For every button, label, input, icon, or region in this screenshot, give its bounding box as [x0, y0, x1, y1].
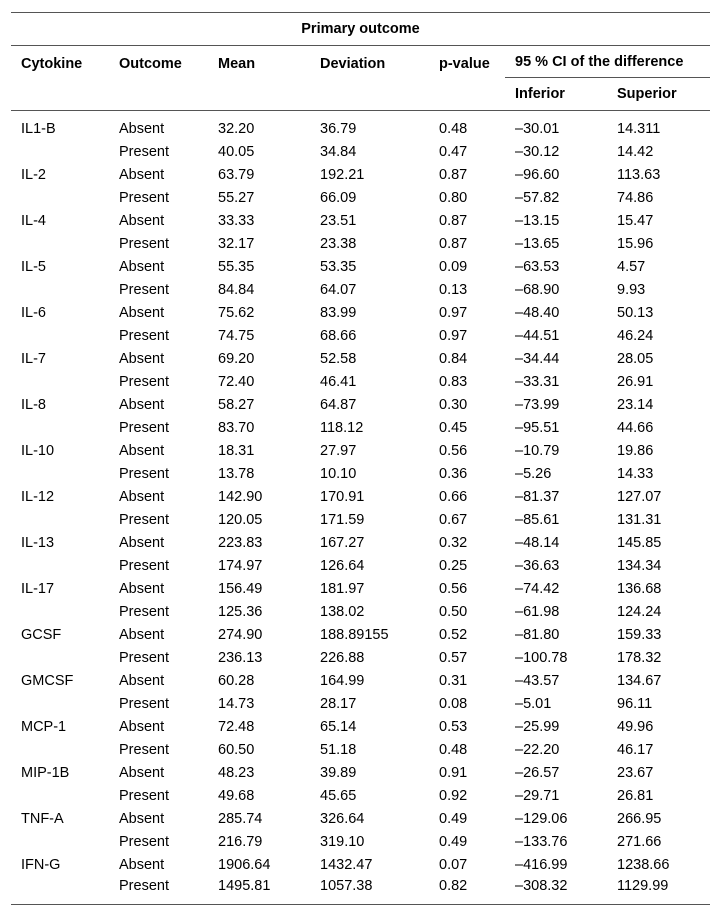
table-row: [11, 669, 710, 692]
mean-cell: 75.62: [218, 304, 255, 321]
p-value-cell: 0.83: [439, 373, 468, 390]
p-value-cell: 0.80: [439, 189, 468, 206]
p-value-cell: 0.97: [439, 327, 468, 344]
p-value-cell: 0.45: [439, 419, 468, 436]
ci-superior-cell: 23.67: [617, 764, 654, 781]
ci-inferior-cell: –308.32: [505, 876, 607, 905]
ci-superior-cell: 14.311: [617, 120, 661, 137]
table-row: [11, 715, 710, 738]
p-value-cell: 0.97: [439, 304, 468, 321]
cytokine-cell: IL-4: [21, 212, 46, 229]
deviation-cell: 64.07: [320, 281, 357, 298]
p-value-cell: 0.25: [439, 557, 468, 574]
ci-superior-cell: 4.57: [617, 258, 646, 275]
mean-cell: 84.84: [218, 281, 255, 298]
deviation-cell: 10.10: [320, 465, 357, 482]
header-superior: Superior: [607, 78, 710, 111]
outcome-cell: Present: [119, 603, 169, 620]
outcome-cell: Absent: [119, 764, 165, 781]
p-value-cell: 0.67: [439, 511, 468, 528]
ci-superior-cell: 134.34: [617, 557, 662, 574]
table-row: [11, 209, 710, 232]
cytokine-cell: [11, 232, 109, 255]
table-row: [11, 692, 710, 715]
cytokine-cell: IL-17: [21, 580, 55, 597]
outcome-cell: Present: [119, 143, 169, 160]
outcome-cell: Absent: [119, 304, 165, 321]
cytokine-cell: [11, 600, 109, 623]
ci-inferior-cell: –74.42: [515, 580, 560, 597]
deviation-cell: 46.41: [320, 373, 357, 390]
p-value-cell: 0.53: [439, 718, 468, 735]
mean-cell: 33.33: [218, 212, 255, 229]
deviation-cell: 1057.38: [310, 876, 429, 905]
cytokine-cell: [11, 554, 109, 577]
ci-inferior-cell: –10.79: [515, 442, 560, 459]
ci-superior-cell: 19.86: [617, 442, 654, 459]
p-value-cell: 0.92: [439, 787, 468, 804]
cytokine-outcome-table: [11, 12, 710, 905]
deviation-cell: 167.27: [320, 534, 365, 551]
deviation-cell: 23.38: [320, 235, 357, 252]
cytokine-cell: [11, 738, 109, 761]
ci-superior-cell: 96.11: [617, 695, 653, 712]
cytokine-cell: IL-10: [21, 442, 55, 459]
outcome-cell: Absent: [119, 534, 165, 551]
cytokine-cell: [11, 508, 109, 531]
mean-cell: 72.40: [218, 373, 255, 390]
outcome-cell: Absent: [119, 626, 165, 643]
mean-cell: 49.68: [218, 787, 255, 804]
ci-superior-cell: 26.81: [617, 787, 654, 804]
ci-superior-cell: 1129.99: [607, 876, 710, 905]
cytokine-cell: IL-5: [21, 258, 46, 275]
table-row: [11, 393, 710, 416]
p-value-cell: 0.47: [439, 143, 468, 160]
table-row: [11, 255, 710, 278]
ci-superior-cell: 127.07: [617, 488, 662, 505]
deviation-cell: 181.97: [320, 580, 365, 597]
cytokine-cell: TNF-A: [21, 810, 64, 827]
mean-cell: 72.48: [218, 718, 255, 735]
outcome-cell: Absent: [119, 718, 165, 735]
table-row: [11, 577, 710, 600]
p-value-cell: 0.13: [439, 281, 468, 298]
p-value-cell: 0.49: [439, 810, 468, 827]
outcome-cell: Absent: [119, 488, 165, 505]
mean-cell: 236.13: [218, 649, 263, 666]
p-value-cell: 0.48: [439, 120, 468, 137]
table-row: [11, 186, 710, 209]
table-row: [11, 738, 710, 761]
deviation-cell: 64.87: [320, 396, 357, 413]
cytokine-cell: IL-7: [21, 350, 46, 367]
table-row: [11, 462, 710, 485]
p-value-cell: 0.87: [439, 166, 468, 183]
ci-inferior-cell: –96.60: [515, 166, 560, 183]
table-row: [11, 623, 710, 646]
p-value-cell: 0.56: [439, 442, 468, 459]
cytokine-cell: IL-12: [21, 488, 55, 505]
ci-inferior-cell: –68.90: [515, 281, 560, 298]
cytokine-cell: MIP-1B: [21, 764, 70, 781]
table-row: [11, 140, 710, 163]
table-title: Primary outcome: [11, 13, 710, 46]
ci-inferior-cell: –44.51: [515, 327, 560, 344]
table-row: [11, 416, 710, 439]
mean-cell: 156.49: [218, 580, 263, 597]
deviation-cell: 36.79: [320, 120, 357, 137]
ci-inferior-cell: –48.40: [515, 304, 560, 321]
cytokine-cell: IL-13: [21, 534, 55, 551]
table-row: [11, 485, 710, 508]
mean-cell: 1495.81: [208, 876, 310, 905]
ci-superior-cell: 44.66: [617, 419, 654, 436]
deviation-cell: 27.97: [320, 442, 357, 459]
ci-inferior-cell: –63.53: [515, 258, 560, 275]
ci-superior-cell: 23.14: [617, 396, 654, 413]
deviation-cell: 53.35: [320, 258, 357, 275]
ci-inferior-cell: –73.99: [515, 396, 560, 413]
mean-cell: 63.79: [218, 166, 255, 183]
outcome-cell: Present: [119, 833, 169, 850]
ci-inferior-cell: –30.01: [515, 120, 560, 137]
deviation-cell: 138.02: [320, 603, 365, 620]
table-row: [11, 301, 710, 324]
outcome-cell: Absent: [119, 120, 165, 137]
p-value-cell: 0.32: [439, 534, 468, 551]
p-value-cell: 0.08: [439, 695, 468, 712]
ci-superior-cell: 145.85: [617, 534, 662, 551]
cytokine-cell: IL-6: [21, 304, 46, 321]
cytokine-cell: IL-2: [21, 166, 46, 183]
ci-inferior-cell: –416.99: [515, 856, 568, 873]
p-value-cell: 0.56: [439, 580, 468, 597]
ci-inferior-cell: –61.98: [515, 603, 560, 620]
ci-superior-cell: 49.96: [617, 718, 654, 735]
deviation-cell: 188.89155: [320, 626, 389, 643]
outcome-cell: Present: [119, 557, 169, 574]
mean-cell: 83.70: [218, 419, 255, 436]
cytokine-cell: [11, 830, 109, 853]
outcome-cell: Present: [109, 876, 208, 905]
mean-cell: 1906.64: [218, 856, 271, 873]
ci-inferior-cell: –30.12: [515, 143, 560, 160]
ci-superior-cell: 15.96: [617, 235, 654, 252]
mean-cell: 69.20: [218, 350, 255, 367]
ci-inferior-cell: –85.61: [515, 511, 560, 528]
ci-superior-cell: 266.95: [617, 810, 662, 827]
mean-cell: 32.20: [218, 120, 255, 137]
deviation-cell: 326.64: [320, 810, 365, 827]
cytokine-cell: [11, 692, 109, 715]
ci-inferior-cell: –33.31: [515, 373, 560, 390]
mean-cell: 223.83: [218, 534, 263, 551]
header-mean: Mean: [208, 46, 310, 111]
cytokine-cell: [11, 278, 109, 301]
ci-superior-cell: 14.33: [617, 465, 654, 482]
outcome-cell: Present: [119, 649, 169, 666]
outcome-cell: Absent: [119, 212, 165, 229]
deviation-cell: 126.64: [320, 557, 365, 574]
deviation-cell: 28.17: [320, 695, 357, 712]
mean-cell: 48.23: [218, 764, 255, 781]
ci-inferior-cell: –43.57: [515, 672, 560, 689]
outcome-cell: Present: [119, 741, 169, 758]
mean-cell: 13.78: [218, 465, 255, 482]
cytokine-cell: GCSF: [21, 626, 62, 643]
table-row: [11, 554, 710, 577]
mean-cell: 60.28: [218, 672, 255, 689]
cytokine-cell: [11, 462, 109, 485]
ci-superior-cell: 28.05: [617, 350, 654, 367]
deviation-cell: 39.89: [320, 764, 357, 781]
ci-superior-cell: 74.86: [617, 189, 654, 206]
table-row: [11, 347, 710, 370]
ci-superior-cell: 50.13: [617, 304, 654, 321]
ci-superior-cell: 15.47: [617, 212, 654, 229]
ci-inferior-cell: –5.26: [515, 465, 552, 482]
ci-inferior-cell: –95.51: [515, 419, 560, 436]
table-row: [11, 761, 710, 784]
cytokine-cell: IL1-B: [21, 120, 56, 137]
outcome-cell: Present: [119, 511, 169, 528]
header-inferior: Inferior: [505, 78, 607, 111]
header-outcome: Outcome: [109, 46, 208, 111]
ci-superior-cell: 159.33: [617, 626, 662, 643]
p-value-cell: 0.52: [439, 626, 468, 643]
outcome-cell: Absent: [119, 810, 165, 827]
table-body: [11, 111, 710, 905]
mean-cell: 120.05: [218, 511, 263, 528]
table-row: [11, 600, 710, 623]
outcome-cell: Present: [119, 235, 169, 252]
mean-cell: 274.90: [218, 626, 263, 643]
deviation-cell: 51.18: [320, 741, 357, 758]
table-row: [11, 853, 710, 876]
cytokine-cell: [11, 324, 109, 347]
outcome-cell: Present: [119, 419, 169, 436]
outcome-cell: Absent: [119, 258, 165, 275]
outcome-cell: Absent: [119, 442, 165, 459]
p-value-cell: 0.48: [439, 741, 468, 758]
cytokine-cell: IFN-G: [21, 856, 61, 873]
deviation-cell: 226.88: [320, 649, 365, 666]
p-value-cell: 0.36: [439, 465, 468, 482]
ci-inferior-cell: –36.63: [515, 557, 560, 574]
outcome-cell: Present: [119, 695, 169, 712]
mean-cell: 32.17: [218, 235, 255, 252]
deviation-cell: 319.10: [320, 833, 365, 850]
outcome-cell: Present: [119, 327, 169, 344]
outcome-cell: Absent: [119, 350, 165, 367]
mean-cell: 216.79: [218, 833, 263, 850]
table-row: [11, 646, 710, 669]
p-value-cell: 0.07: [439, 856, 468, 873]
p-value-cell: 0.82: [429, 876, 505, 905]
ci-superior-cell: 14.42: [617, 143, 654, 160]
outcome-cell: Absent: [119, 580, 165, 597]
p-value-cell: 0.84: [439, 350, 468, 367]
p-value-cell: 0.57: [439, 649, 468, 666]
deviation-cell: 83.99: [320, 304, 357, 321]
table-row: [11, 807, 710, 830]
ci-superior-cell: 124.24: [617, 603, 662, 620]
ci-inferior-cell: –13.15: [515, 212, 560, 229]
header-deviation: Deviation: [310, 46, 429, 111]
ci-inferior-cell: –13.65: [515, 235, 560, 252]
ci-superior-cell: 134.67: [617, 672, 662, 689]
mean-cell: 14.73: [218, 695, 255, 712]
table-row: [11, 324, 710, 347]
table-row: [11, 111, 710, 141]
deviation-cell: 192.21: [320, 166, 365, 183]
mean-cell: 125.36: [218, 603, 263, 620]
ci-superior-cell: 131.31: [617, 511, 662, 528]
deviation-cell: 34.84: [320, 143, 357, 160]
cytokine-cell: [11, 876, 109, 905]
deviation-cell: 1432.47: [320, 856, 373, 873]
ci-inferior-cell: –29.71: [515, 787, 560, 804]
ci-inferior-cell: –133.76: [515, 833, 568, 850]
table-row: [11, 439, 710, 462]
mean-cell: 74.75: [218, 327, 255, 344]
cytokine-cell: MCP-1: [21, 718, 67, 735]
mean-cell: 55.35: [218, 258, 255, 275]
mean-cell: 18.31: [218, 442, 255, 459]
p-value-cell: 0.49: [439, 833, 468, 850]
deviation-cell: 52.58: [320, 350, 357, 367]
deviation-cell: 171.59: [320, 511, 365, 528]
p-value-cell: 0.87: [439, 212, 468, 229]
outcome-cell: Present: [119, 787, 169, 804]
ci-superior-cell: 46.24: [617, 327, 654, 344]
mean-cell: 174.97: [218, 557, 263, 574]
deviation-cell: 65.14: [320, 718, 357, 735]
deviation-cell: 66.09: [320, 189, 357, 206]
deviation-cell: 45.65: [320, 787, 357, 804]
deviation-cell: 118.12: [320, 419, 364, 436]
outcome-cell: Absent: [119, 856, 165, 873]
ci-superior-cell: 136.68: [617, 580, 662, 597]
ci-inferior-cell: –129.06: [515, 810, 568, 827]
p-value-cell: 0.31: [439, 672, 468, 689]
ci-inferior-cell: –100.78: [515, 649, 568, 666]
mean-cell: 285.74: [218, 810, 263, 827]
table-row: [11, 876, 710, 905]
ci-inferior-cell: –22.20: [515, 741, 560, 758]
ci-inferior-cell: –81.80: [515, 626, 560, 643]
outcome-cell: Absent: [119, 672, 165, 689]
mean-cell: 142.90: [218, 488, 263, 505]
cytokine-cell: [11, 784, 109, 807]
ci-inferior-cell: –48.14: [515, 534, 560, 551]
header-p-value: p-value: [429, 46, 505, 111]
table-row: [11, 531, 710, 554]
outcome-cell: Present: [119, 465, 169, 482]
cytokine-cell: [11, 140, 109, 163]
outcome-cell: Present: [119, 189, 169, 206]
deviation-cell: 164.99: [320, 672, 365, 689]
table-row: [11, 784, 710, 807]
cytokine-cell: GMCSF: [21, 672, 74, 689]
p-value-cell: 0.30: [439, 396, 468, 413]
cytokine-cell: [11, 186, 109, 209]
header-cytokine: Cytokine: [11, 46, 109, 111]
outcome-cell: Absent: [119, 396, 165, 413]
outcome-cell: Absent: [119, 166, 165, 183]
ci-superior-cell: 9.93: [617, 281, 646, 298]
table-row: [11, 830, 710, 853]
mean-cell: 40.05: [218, 143, 255, 160]
p-value-cell: 0.66: [439, 488, 468, 505]
outcome-cell: Present: [119, 281, 169, 298]
ci-superior-cell: 26.91: [617, 373, 654, 390]
cytokine-cell: [11, 370, 109, 393]
ci-superior-cell: 1238.66: [617, 856, 670, 873]
table-row: [11, 163, 710, 186]
ci-superior-cell: 178.32: [617, 649, 662, 666]
ci-inferior-cell: –26.57: [515, 764, 560, 781]
table-row: [11, 232, 710, 255]
p-value-cell: 0.50: [439, 603, 468, 620]
ci-inferior-cell: –57.82: [515, 189, 560, 206]
p-value-cell: 0.87: [439, 235, 468, 252]
ci-inferior-cell: –81.37: [515, 488, 560, 505]
deviation-cell: 68.66: [320, 327, 357, 344]
cytokine-cell: IL-8: [21, 396, 46, 413]
table-row: [11, 278, 710, 301]
ci-superior-cell: 46.17: [617, 741, 654, 758]
outcome-cell: Present: [119, 373, 169, 390]
mean-cell: 55.27: [218, 189, 255, 206]
mean-cell: 58.27: [218, 396, 255, 413]
p-value-cell: 0.91: [439, 764, 468, 781]
deviation-cell: 170.91: [320, 488, 365, 505]
ci-superior-cell: 271.66: [617, 833, 662, 850]
ci-inferior-cell: –5.01: [515, 695, 552, 712]
table-row: [11, 370, 710, 393]
ci-inferior-cell: –25.99: [515, 718, 560, 735]
cytokine-cell: [11, 646, 109, 669]
mean-cell: 60.50: [218, 741, 255, 758]
cytokine-cell: [11, 416, 109, 439]
table-row: [11, 508, 710, 531]
p-value-cell: 0.09: [439, 258, 468, 275]
header-ci: 95 % CI of the difference: [505, 46, 710, 78]
deviation-cell: 23.51: [320, 212, 357, 229]
ci-inferior-cell: –34.44: [515, 350, 560, 367]
ci-superior-cell: 113.63: [617, 166, 661, 183]
